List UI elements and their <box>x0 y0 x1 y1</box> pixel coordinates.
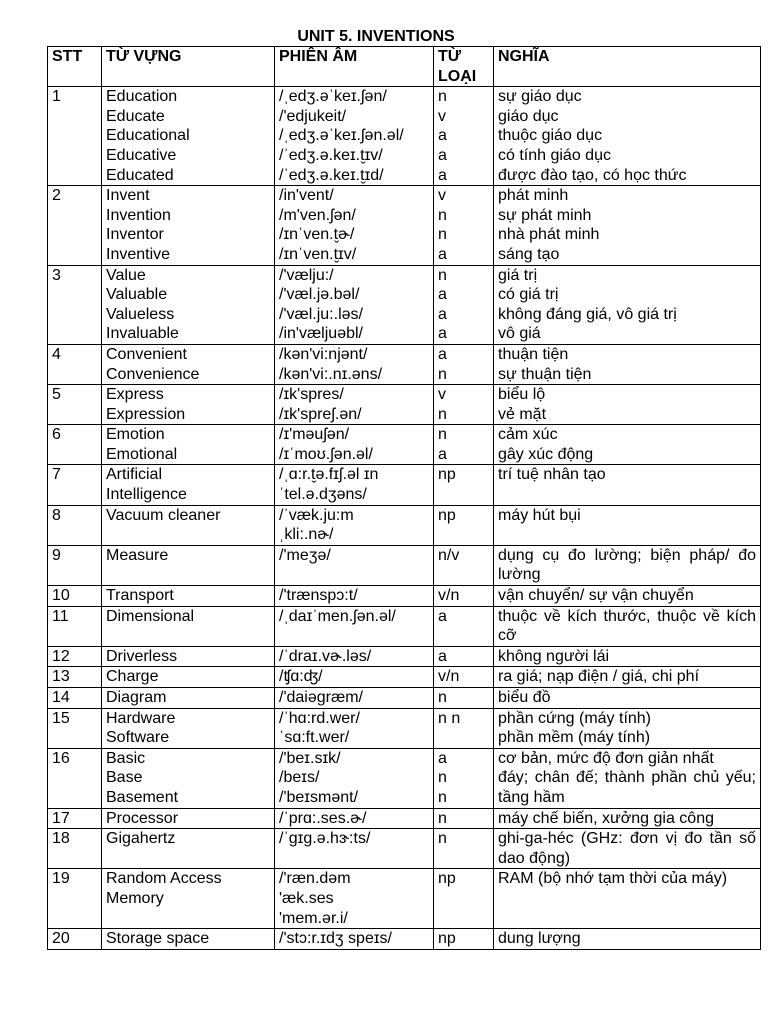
meaning-cell <box>494 869 761 929</box>
meaning-line: ra giá; nạp điện / giá, chi phí <box>498 668 700 686</box>
pronunciation-line: /ˌedʒ.əˈkeɪ.ʃən.əl/ <box>279 127 404 145</box>
word-line: Memory <box>106 889 164 907</box>
pronunciation-line: /beɪs/ <box>279 769 320 787</box>
meaning-line: cảm xúc <box>498 426 558 444</box>
part-of-speech-line: a <box>438 749 447 767</box>
meaning-line: sự thuận tiện <box>498 365 592 383</box>
meaning-cell <box>494 708 761 748</box>
word-line: Convenience <box>106 365 200 383</box>
pronunciation-line: /in'vent/ <box>279 187 334 205</box>
pronunciation-line: 'mem.ər.i/ <box>279 909 348 927</box>
meaning-line: gây xúc động <box>498 445 594 463</box>
word-line: Artificial <box>106 466 163 484</box>
meaning-line: biểu lộ <box>498 386 546 404</box>
table-row <box>48 344 761 384</box>
meaning-line: phần mềm (máy tính) <box>498 729 651 747</box>
word-line: Random Access <box>106 870 222 888</box>
word-cell <box>102 829 275 869</box>
pronunciation-line: ˈsɑ:ft.wer/ <box>279 729 350 747</box>
word-cell <box>102 688 275 709</box>
word-cell <box>102 87 275 186</box>
header-part-of-speech: TỪ LOẠI <box>434 47 494 87</box>
pronunciation-line: ˈtel.ə.dʒəns/ <box>279 486 367 504</box>
word-cell <box>102 667 275 688</box>
stt-cell: 6 <box>48 425 102 465</box>
meaning-line: sáng tạo <box>498 245 560 263</box>
table-row <box>48 465 761 505</box>
pronunciation-cell <box>275 186 434 265</box>
word-line: Inventive <box>106 245 171 263</box>
word-line: Processor <box>106 809 179 827</box>
meaning-line: giá trị <box>498 266 538 284</box>
meaning-line: máy chế biến, xưởng gia công <box>498 809 714 827</box>
pronunciation-line: /ɪˈmoʊ.ʃən.əl/ <box>279 445 373 463</box>
stt-cell: 1 <box>48 87 102 186</box>
word-line: Transport <box>106 587 174 605</box>
pronunciation-line: /kən'vi:.nɪ.əns/ <box>279 365 383 383</box>
meaning-cell <box>494 808 761 829</box>
part-of-speech-cell <box>434 869 494 929</box>
pronunciation-line: /ˌɑ:r.t̬ə.fɪʃ.əl ɪn <box>279 466 379 484</box>
table-row <box>48 748 761 808</box>
meaning-line: RAM (bộ nhớ tạm thời của máy) <box>498 870 728 888</box>
part-of-speech-cell <box>434 606 494 646</box>
stt-cell: 10 <box>48 586 102 607</box>
pronunciation-cell <box>275 667 434 688</box>
stt-cell: 9 <box>48 545 102 585</box>
part-of-speech-cell <box>434 748 494 808</box>
part-of-speech-line: a <box>438 166 447 184</box>
word-cell <box>102 869 275 929</box>
word-line: Value <box>106 266 146 284</box>
word-cell <box>102 748 275 808</box>
header-pronunciation: PHIÊN ÂM <box>275 47 434 87</box>
pronunciation-line: /'meʒə/ <box>279 546 331 564</box>
word-cell <box>102 545 275 585</box>
pronunciation-line: /ˌedʒ.əˈkeɪ.ʃən/ <box>279 88 387 106</box>
word-cell <box>102 505 275 545</box>
table-row <box>48 708 761 748</box>
pronunciation-line: 'æk.ses <box>279 889 334 907</box>
meaning-cell <box>494 606 761 646</box>
meaning-line: thuộc giáo dục <box>498 127 603 145</box>
pronunciation-cell <box>275 87 434 186</box>
word-cell <box>102 929 275 950</box>
meaning-cell <box>494 545 761 585</box>
word-line: Vacuum cleaner <box>106 506 221 524</box>
meaning-line: ghi-ga-héc (GHz: đơn vị đo tần số dao động) <box>498 830 756 867</box>
vocabulary-table <box>47 46 761 950</box>
pronunciation-line: /m'ven.ʃən/ <box>279 206 356 224</box>
table-row <box>48 606 761 646</box>
part-of-speech-cell <box>434 808 494 829</box>
stt-cell: 19 <box>48 869 102 929</box>
word-line: Educative <box>106 146 177 164</box>
word-cell <box>102 708 275 748</box>
header-stt: STT <box>48 47 102 87</box>
word-line: Valuable <box>106 286 168 304</box>
pronunciation-cell <box>275 505 434 545</box>
word-line: Educational <box>106 127 190 145</box>
pronunciation-cell <box>275 869 434 929</box>
part-of-speech-line: n <box>438 426 447 444</box>
pronunciation-line: /ˈdraɪ.vɚ.ləs/ <box>279 647 372 665</box>
table-row <box>48 425 761 465</box>
part-of-speech-line: a <box>438 607 447 625</box>
pronunciation-line: /'daiəgræm/ <box>279 689 363 706</box>
meaning-line: phát minh <box>498 187 569 205</box>
part-of-speech-line: a <box>438 146 447 164</box>
meaning-line: dụng cụ đo lường; biện pháp/ đo lường <box>498 546 756 584</box>
part-of-speech-line: n <box>438 405 447 423</box>
part-of-speech-line: n <box>438 689 447 706</box>
word-line: Emotional <box>106 445 178 463</box>
stt-cell: 14 <box>48 688 102 709</box>
pronunciation-line: /ˈgɪg.ə.hɝ:ts/ <box>279 830 371 848</box>
meaning-cell <box>494 344 761 384</box>
pronunciation-line: /'beɪsmənt/ <box>279 788 359 806</box>
part-of-speech-line: n <box>438 88 447 106</box>
meaning-cell <box>494 385 761 425</box>
pronunciation-line: /'væl.jə.bəl/ <box>279 286 360 304</box>
word-line: Dimensional <box>106 607 195 625</box>
table-row <box>48 869 761 929</box>
table-row <box>48 545 761 585</box>
part-of-speech-cell <box>434 646 494 667</box>
word-line: Basic <box>106 749 146 767</box>
meaning-line: thuộc về kích thước, thuộc về kích cỡ <box>498 607 756 645</box>
part-of-speech-line: n n <box>438 709 461 727</box>
word-line: Hardware <box>106 709 176 727</box>
stt-cell: 4 <box>48 344 102 384</box>
pronunciation-line: /ɪk'spres/ <box>279 386 344 404</box>
word-line: Emotion <box>106 426 165 444</box>
word-line: Diagram <box>106 689 167 706</box>
word-line: Storage space <box>106 930 210 948</box>
part-of-speech-line: a <box>438 445 447 463</box>
part-of-speech-cell <box>434 186 494 265</box>
word-line: Intelligence <box>106 486 187 504</box>
meaning-line: vô giá <box>498 325 541 343</box>
table-row <box>48 87 761 186</box>
word-line: Basement <box>106 788 179 806</box>
pronunciation-cell <box>275 425 434 465</box>
part-of-speech-line: n/v <box>438 546 460 564</box>
pronunciation-cell <box>275 829 434 869</box>
word-line: Base <box>106 769 143 787</box>
part-of-speech-line: v/n <box>438 668 460 686</box>
part-of-speech-line: np <box>438 930 456 948</box>
stt-cell: 18 <box>48 829 102 869</box>
word-cell <box>102 606 275 646</box>
table-row <box>48 646 761 667</box>
part-of-speech-line: n <box>438 206 447 224</box>
table-row <box>48 667 761 688</box>
meaning-line: không đáng giá, vô giá trị <box>498 305 677 323</box>
part-of-speech-cell <box>434 265 494 344</box>
part-of-speech-cell <box>434 688 494 709</box>
part-of-speech-line: a <box>438 245 447 263</box>
stt-cell: 17 <box>48 808 102 829</box>
meaning-cell <box>494 425 761 465</box>
pronunciation-line: /'trænspɔ:t/ <box>279 587 358 605</box>
part-of-speech-line: a <box>438 127 447 145</box>
word-cell <box>102 646 275 667</box>
meaning-line: giáo dục <box>498 107 559 125</box>
pronunciation-cell <box>275 929 434 950</box>
pronunciation-cell <box>275 606 434 646</box>
word-cell <box>102 385 275 425</box>
header-meaning: NGHĨA <box>494 47 761 87</box>
pronunciation-line: /ɪnˈven.t̬ɪv/ <box>279 245 357 263</box>
pronunciation-line: /kən'vi:njənt/ <box>279 345 368 363</box>
part-of-speech-cell <box>434 708 494 748</box>
pronunciation-cell <box>275 586 434 607</box>
pronunciation-cell <box>275 646 434 667</box>
stt-cell: 16 <box>48 748 102 808</box>
word-line: Express <box>106 386 164 404</box>
table-row <box>48 586 761 607</box>
meaning-line: vận chuyển/ sự vận chuyển <box>498 587 694 605</box>
meaning-line: cơ bản, mức độ đơn giản nhất <box>498 749 714 767</box>
part-of-speech-line: v <box>438 187 446 205</box>
word-cell <box>102 186 275 265</box>
table-row <box>48 808 761 829</box>
word-line: Valueless <box>106 305 175 323</box>
part-of-speech-line: np <box>438 506 456 524</box>
pronunciation-line: /'edjukeit/ <box>279 107 347 125</box>
word-cell <box>102 265 275 344</box>
pronunciation-line: /'væl.ju:.ləs/ <box>279 305 363 323</box>
word-line: Invention <box>106 206 171 224</box>
meaning-line: dung lượng <box>498 930 581 948</box>
meaning-cell <box>494 646 761 667</box>
meaning-line: sự phát minh <box>498 206 592 224</box>
meaning-line: sự giáo dục <box>498 88 582 106</box>
pronunciation-line: /in'væljuəbl/ <box>279 325 363 343</box>
word-line: Invent <box>106 187 150 205</box>
header-word: TỪ VỰNG <box>102 47 275 87</box>
meaning-line: thuận tiện <box>498 345 569 363</box>
part-of-speech-line: n <box>438 788 447 806</box>
part-of-speech-cell <box>434 545 494 585</box>
word-line: Educate <box>106 107 165 125</box>
meaning-line: đáy; chân đế; thành phần chủ yếu; tầng hầm <box>498 769 756 806</box>
stt-cell: 13 <box>48 667 102 688</box>
part-of-speech-cell <box>434 87 494 186</box>
meaning-line: biểu đồ <box>498 689 551 706</box>
part-of-speech-cell <box>434 929 494 950</box>
part-of-speech-line: np <box>438 466 456 484</box>
meaning-line: phần cứng (máy tính) <box>498 709 652 727</box>
meaning-cell <box>494 667 761 688</box>
part-of-speech-cell <box>434 586 494 607</box>
word-cell <box>102 425 275 465</box>
part-of-speech-line: a <box>438 647 447 665</box>
pronunciation-cell <box>275 708 434 748</box>
meaning-cell <box>494 505 761 545</box>
part-of-speech-cell <box>434 505 494 545</box>
meaning-cell <box>494 688 761 709</box>
header-row <box>48 47 761 87</box>
table-row <box>48 265 761 344</box>
stt-cell: 3 <box>48 265 102 344</box>
word-line: Expression <box>106 405 186 423</box>
word-line: Gigahertz <box>106 830 176 848</box>
part-of-speech-cell <box>434 385 494 425</box>
pronunciation-cell <box>275 688 434 709</box>
word-cell <box>102 808 275 829</box>
stt-cell: 2 <box>48 186 102 265</box>
pronunciation-line: /ɪnˈven.t̬ɚ/ <box>279 226 355 244</box>
meaning-cell <box>494 829 761 869</box>
meaning-line: không người lái <box>498 647 610 665</box>
table-row <box>48 186 761 265</box>
pronunciation-line: ˌkli:.nɚ/ <box>279 526 334 544</box>
document-title: UNIT 5. INVENTIONS <box>297 28 455 45</box>
word-line: Education <box>106 88 178 106</box>
meaning-cell <box>494 929 761 950</box>
meaning-cell <box>494 465 761 505</box>
meaning-cell <box>494 265 761 344</box>
word-line: Software <box>106 729 170 747</box>
pronunciation-cell <box>275 265 434 344</box>
stt-cell: 7 <box>48 465 102 505</box>
meaning-line: trí tuệ nhân tạo <box>498 466 606 484</box>
stt-cell: 5 <box>48 385 102 425</box>
pronunciation-cell <box>275 465 434 505</box>
pronunciation-line: /ˈedʒ.ə.keɪ.t̬ɪd/ <box>279 166 384 184</box>
pronunciation-line: /ˌdaɪˈmen.ʃən.əl/ <box>279 607 396 625</box>
stt-cell: 15 <box>48 708 102 748</box>
part-of-speech-cell <box>434 829 494 869</box>
pronunciation-line: /'vælju:/ <box>279 266 334 284</box>
pronunciation-line: /ʧɑ:ʤ/ <box>279 668 323 686</box>
part-of-speech-cell <box>434 344 494 384</box>
part-of-speech-line: n <box>438 769 447 787</box>
stt-cell: 8 <box>48 505 102 545</box>
part-of-speech-line: n <box>438 830 447 848</box>
pronunciation-cell <box>275 808 434 829</box>
word-line: Driverless <box>106 647 178 665</box>
pronunciation-line: /'stɔ:r.ɪdʒ speɪs/ <box>279 930 392 948</box>
table-row <box>48 688 761 709</box>
word-cell <box>102 465 275 505</box>
word-line: Educated <box>106 166 174 184</box>
pronunciation-line: /ɪk'spreʃ.ən/ <box>279 405 362 423</box>
pronunciation-line: /ˈvæk.ju:m <box>279 506 354 524</box>
word-cell <box>102 586 275 607</box>
table-row <box>48 385 761 425</box>
pronunciation-cell <box>275 385 434 425</box>
part-of-speech-line: v/n <box>438 587 460 605</box>
pronunciation-cell <box>275 748 434 808</box>
meaning-cell <box>494 586 761 607</box>
part-of-speech-line: a <box>438 305 447 323</box>
word-line: Measure <box>106 546 169 564</box>
meaning-line: máy hút bụi <box>498 506 581 524</box>
part-of-speech-cell <box>434 465 494 505</box>
meaning-line: nhà phát minh <box>498 226 600 244</box>
pronunciation-cell <box>275 545 434 585</box>
part-of-speech-line: np <box>438 870 456 888</box>
part-of-speech-line: v <box>438 386 446 404</box>
part-of-speech-line: n <box>438 226 447 244</box>
meaning-line: có giá trị <box>498 286 559 304</box>
stt-cell: 12 <box>48 646 102 667</box>
word-line: Inventor <box>106 226 164 244</box>
pronunciation-line: /ˈhɑ:rd.wer/ <box>279 709 360 727</box>
stt-cell: 20 <box>48 929 102 950</box>
part-of-speech-line: n <box>438 266 447 284</box>
pronunciation-line: /ɪ'məuʃən/ <box>279 426 350 444</box>
part-of-speech-cell <box>434 667 494 688</box>
pronunciation-cell <box>275 344 434 384</box>
table-row <box>48 929 761 950</box>
part-of-speech-line: n <box>438 365 447 383</box>
part-of-speech-cell <box>434 425 494 465</box>
part-of-speech-line: a <box>438 325 447 343</box>
part-of-speech-line: v <box>438 107 446 125</box>
meaning-line: vẻ mặt <box>498 405 547 423</box>
meaning-line: có tính giáo dục <box>498 146 611 164</box>
word-line: Invaluable <box>106 325 179 343</box>
meaning-cell <box>494 87 761 186</box>
meaning-cell <box>494 748 761 808</box>
table-row <box>48 505 761 545</box>
meaning-cell <box>494 186 761 265</box>
pronunciation-line: /ˈprɑ:.ses.ɚ/ <box>279 809 367 827</box>
part-of-speech-line: a <box>438 345 447 363</box>
vocabulary-body <box>48 87 761 950</box>
pronunciation-line: /'beɪ.sɪk/ <box>279 749 341 767</box>
table-row <box>48 829 761 869</box>
word-cell <box>102 344 275 384</box>
part-of-speech-line: n <box>438 809 447 827</box>
word-line: Convenient <box>106 345 187 363</box>
part-of-speech-line: a <box>438 286 447 304</box>
meaning-line: được đào tạo, có học thức <box>498 166 687 184</box>
pronunciation-line: /'ræn.dəm <box>279 870 351 888</box>
pronunciation-line: /ˈedʒ.ə.keɪ.t̬ɪv/ <box>279 146 383 164</box>
stt-cell: 11 <box>48 606 102 646</box>
word-line: Charge <box>106 668 159 686</box>
